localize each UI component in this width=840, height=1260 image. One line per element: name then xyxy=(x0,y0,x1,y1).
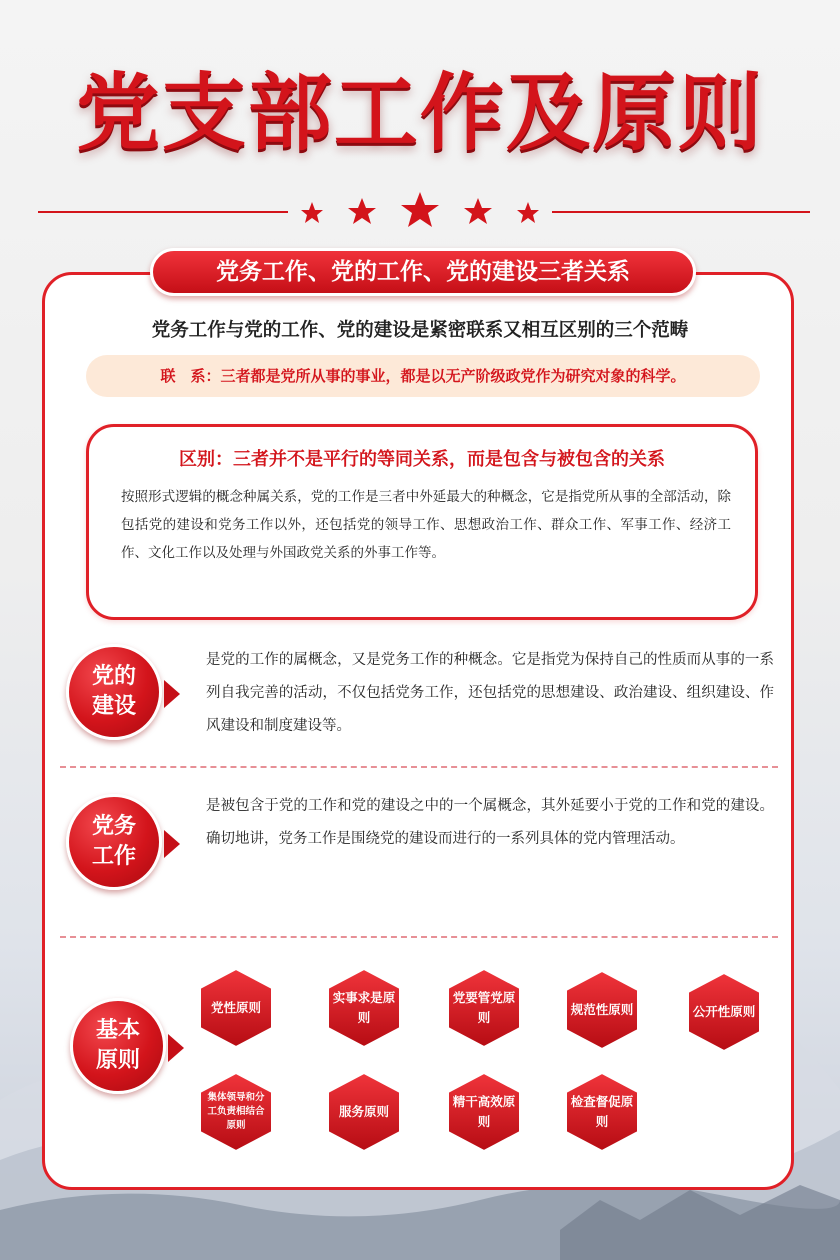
badge-pointer xyxy=(164,680,180,708)
principle-label: 规范性原则 xyxy=(570,1002,634,1017)
badge-pointer xyxy=(168,1034,184,1062)
party-construction-text: 是党的工作的属概念，又是党务工作的种概念。它是指党为保持自己的性质而从事的一系列自我完善的活动，不仅包括党务工作，还包括党的思想建设、政治建设、组织建设、作风建设和制度建设等。 xyxy=(206,652,774,734)
star-icon xyxy=(517,202,539,223)
difference-title: 区别：三者并不是平行的等同关系，而是包含与被包含的关系 xyxy=(179,449,665,470)
party-affairs-label: 党务工作 xyxy=(91,814,136,869)
section-banner: 党务工作、党的工作、党的建设三者关系 xyxy=(150,248,696,296)
section-divider xyxy=(60,766,778,768)
principle-label: 精干高效原则 xyxy=(452,1094,516,1129)
party-construction-label: 党的建设 xyxy=(91,664,136,719)
party-construction-badge xyxy=(66,644,162,740)
principle-hexagon xyxy=(560,968,644,1052)
title-divider-left xyxy=(38,211,288,213)
principle-label: 公开性原则 xyxy=(692,1004,756,1019)
principle-hexagon xyxy=(194,966,278,1050)
star-icon xyxy=(348,198,376,224)
page-title: 党支部工作及原则 xyxy=(75,64,764,162)
principle-hexagon xyxy=(682,970,766,1054)
principle-label: 检查督促原则 xyxy=(570,1094,634,1129)
principle-hexagon xyxy=(322,966,406,1050)
star-decoration xyxy=(290,190,550,234)
basic-principles-label: 基本原则 xyxy=(95,1018,140,1073)
principle-hexagon xyxy=(194,1070,278,1154)
difference-box xyxy=(86,424,758,620)
party-affairs-badge xyxy=(66,794,162,890)
difference-text: 按照形式逻辑的概念种属关系，党的工作是三者中外延最大的种概念，它是指党所从事的全部活动，除包括党的建设和党务工作以外，还包括党的领导工作、思想政治工作、群众工作、军事工作、经济工作、文化工作以及处理与外国政党关系的外事工作等。 xyxy=(121,489,731,561)
principle-label: 实事求是原则 xyxy=(332,990,396,1025)
principle-label: 党要管党原则 xyxy=(452,990,516,1025)
principle-label: 集体领导和分工负责相结合原则 xyxy=(207,1092,265,1131)
principle-hexagon xyxy=(560,1070,644,1154)
principle-label: 党性原则 xyxy=(210,1000,261,1015)
principle-hexagon xyxy=(322,1070,406,1154)
relation-bar: 联 系：三者都是党所从事的事业，都是以无产阶级政党作为研究对象的科学。 xyxy=(86,355,760,397)
title-divider-right xyxy=(552,211,810,213)
principle-hexagon xyxy=(442,966,526,1050)
party-affairs-text: 是被包含于党的工作和党的建设之中的一个属概念，其外延要小于党的工作和党的建设。确切地讲，党务工作是围绕党的建设而进行的一系列具体的党内管理活动。 xyxy=(206,798,774,847)
relationship-summary: 党务工作与党的工作、党的建设是紧密联系又相互区别的三个范畴 xyxy=(151,320,689,341)
star-icon xyxy=(401,192,439,227)
principle-label: 服务原则 xyxy=(338,1104,389,1119)
principle-hexagon xyxy=(442,1070,526,1154)
section-divider xyxy=(60,936,778,938)
basic-principles-badge xyxy=(70,998,166,1094)
star-icon xyxy=(301,202,323,223)
star-icon xyxy=(464,198,492,224)
badge-pointer xyxy=(164,830,180,858)
